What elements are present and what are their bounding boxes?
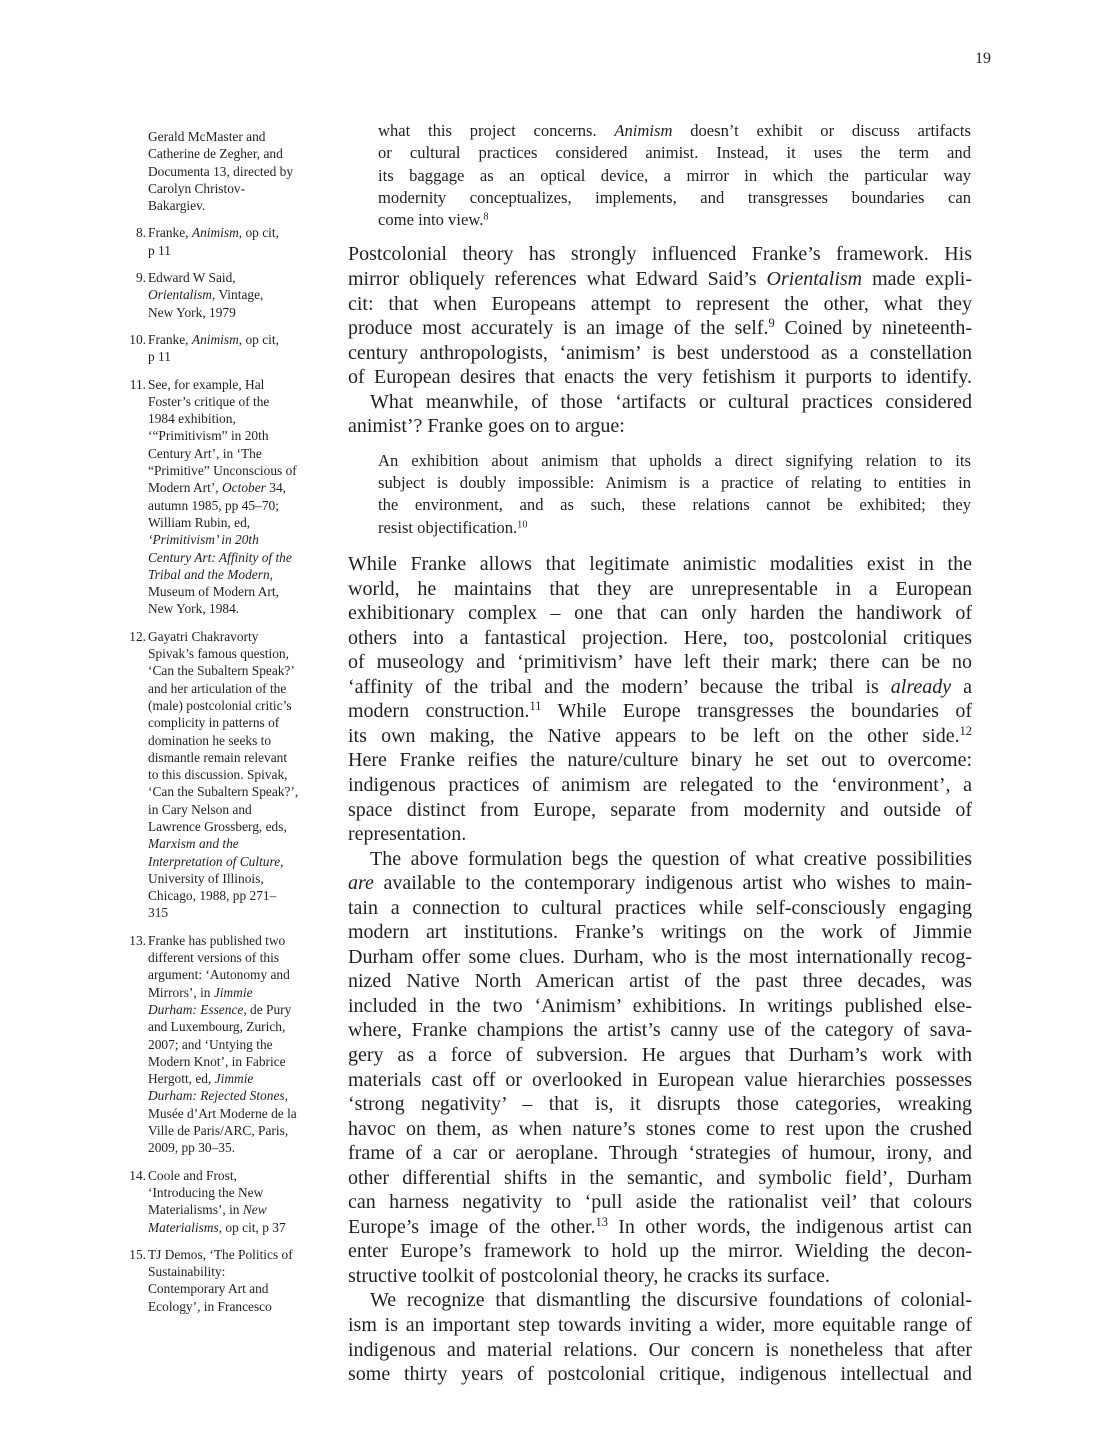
text-line [148,1001,330,1018]
endnote-number: 11. [129,376,146,392]
text-line [148,932,330,949]
text-line [148,304,330,321]
text-line [148,376,330,393]
text-run: Contemporary Art and [148,1281,269,1297]
italic-text: Jimmie [214,1071,254,1087]
text-line [348,577,972,602]
text-line [148,984,330,1001]
text-line [348,242,972,267]
text-line [348,1092,972,1117]
text-line [148,566,330,583]
text-line [378,494,971,516]
italic-text: Orientalism [148,287,212,303]
text-run: produce most accurately is an image of the self. [348,317,769,340]
text-line [148,180,330,197]
text-run: Coined by nineteenth- [774,317,973,340]
text-run: (male) postcolonial critic’s [148,697,292,713]
text-line [148,680,330,697]
text-line [348,896,972,921]
text-line [148,1036,330,1053]
text-run: complicity in patterns of [148,715,280,731]
text-run: of European desires that enacts the very fetishism it purports to identify. [348,366,972,389]
block-quote-exhibition [378,450,971,539]
endnote-number: 15. [129,1246,146,1262]
text-run: Documenta 13, directed by [148,163,294,179]
text-line [148,145,330,162]
text-run: Ville de Paris/ARC, Paris, [148,1123,289,1139]
footnote-reference: 10 [517,519,528,531]
text-run: the environment, and as such, these relations cannot be exhibited; they [378,495,971,515]
text-line [148,462,330,479]
text-run: Materialisms’, in [148,1202,243,1218]
text-run: Franke has published two [148,932,286,948]
text-line [348,920,972,945]
text-line [348,1166,972,1191]
text-run: other differential shifts in the semantic, and symbolic field’, Durham [348,1166,972,1189]
text-run: world, he maintains that they are unrepresentable in a European [348,577,972,600]
italic-text: October [222,480,266,496]
text-line [148,1280,330,1297]
text-run: Franke, [148,331,192,347]
text-run: where, Franke champions the artist’s canny use of the category of sava- [348,1019,972,1042]
italic-text: ‘Primitivism’ in 20th [148,532,259,548]
text-run: subject is doubly impossible: Animism is a practice of relating to entities in [378,473,971,493]
text-line [348,341,972,366]
text-run: its baggage as an optical device, a mirror in which the particular way [378,165,971,185]
text-line [378,472,971,494]
text-line [148,1167,330,1184]
italic-text: Tribal and the Modern [148,566,270,582]
text-run: Foster’s critique of the [148,393,270,409]
text-run: , op cit, [238,331,279,347]
text-run: ism is an important step towards inviting a wider, more equitable range of [348,1314,972,1336]
text-run: p 11 [148,349,171,365]
text-line [148,1105,330,1122]
text-line [148,904,330,921]
text-run: and Luxembourg, Zurich, [148,1019,286,1035]
text-line [148,1246,330,1263]
text-line [378,517,971,539]
text-run: Franke, [148,225,192,241]
text-run: doesn’t exhibit or discuss artifacts [672,121,971,140]
text-run: , op cit, [238,225,279,241]
text-line [148,1018,330,1035]
text-line [348,1141,972,1166]
text-line [348,601,972,626]
text-line [378,165,971,187]
text-line [148,445,330,462]
text-run: Here Franke reifies the nature/culture binary he set out to overcome: [348,749,972,772]
endnote-number: 13. [129,932,146,948]
text-line [348,552,972,577]
text-line [148,1219,330,1236]
text-line [348,1338,972,1363]
text-run: Hergott, ed, [148,1071,215,1087]
text-run: “Primitive” Unconscious of [148,463,297,479]
text-run: Lawrence Grossberg, eds, [148,818,287,834]
text-run: structive toolkit of postcolonial theory, he cracks its surface. [348,1264,830,1287]
text-line [148,348,330,365]
text-line [148,766,330,783]
footnote-reference: 12 [959,724,972,739]
text-run: University of Illinois, [148,870,264,886]
italic-text: Century Art: Affinity of the [148,549,292,565]
text-line [348,414,972,439]
text-run: nized Native North American artist of the past three decades, was [348,970,972,993]
text-line [148,197,330,214]
text-run: others into a fantastical projection. Here, too, postcolonial critiques [348,626,972,649]
text-run: Bakargiev. [148,198,206,214]
text-line [148,497,330,514]
text-line [378,142,971,164]
text-run: of museology and ‘primitivism’ have left their mark; there can be no [348,651,972,674]
text-run: and her articulation of the [148,680,287,696]
endnote [130,269,330,321]
text-run: ‘Introducing the New [148,1184,264,1200]
text-run: , de Pury [243,1001,292,1017]
text-line [348,748,972,773]
text-run: cit: that when Europeans attempt to represent the other, what they [348,292,972,315]
text-run: New York, 1979 [148,304,236,320]
text-run: p 11 [148,242,171,258]
footnote-reference: 9 [768,316,775,331]
text-run: dismantle remain relevant [148,749,288,765]
italic-text: Animism [614,121,673,140]
text-line [148,600,330,617]
text-line [148,714,330,731]
text-run: What meanwhile, of those ‘artifacts or cultural practices considered [370,390,972,413]
text-line [148,949,330,966]
endnote [130,628,330,922]
footnote-reference: 8 [483,211,489,223]
text-line [348,969,972,994]
text-line [348,1190,972,1215]
italic-text: Marxism and the [148,836,239,852]
text-run: ‘affinity of the tribal and the modern’ because the tribal is [348,675,891,698]
italic-text: New [242,1202,267,1218]
text-line [348,365,972,390]
text-run: available to the contemporary indigenous artist who wishes to main- [373,872,972,895]
text-run: ‘“Primitivism” in 20th [148,428,269,444]
text-run: what this project concerns. [378,121,615,140]
text-run: 34, [265,480,286,496]
text-run: Modern Knot’, in Fabrice [148,1053,286,1069]
text-line [148,410,330,427]
text-run: , [280,853,284,869]
text-run: modernity conceptualizes, implements, and transgresses boundaries can [378,187,971,207]
text-run: indigenous and material relations. Our concern is nonetheless that after [348,1338,972,1361]
text-run: can harness negativity to ‘pull aside the rationalist veil’ that colours [348,1191,972,1214]
italic-text: already [890,675,952,698]
text-run: its own making, the Native appears to be left on the other side. [348,724,960,747]
text-line [148,853,330,870]
text-run: modern art institutions. Franke’s writings on the work of Jimmie [348,921,972,944]
text-run: materials cast off or overlooked in European value hierarchies possesses [348,1068,972,1091]
text-line [378,209,971,231]
endnote [130,376,330,618]
text-line [148,242,330,259]
text-run: gery as a force of subversion. He argues that Durham’s work with [348,1043,972,1066]
text-run: mirror obliquely references what Edward Said’s [348,268,767,291]
text-run: Edward W Said, [148,270,236,286]
text-line [148,269,330,286]
text-line [148,749,330,766]
italic-text: Materialisms [148,1219,219,1235]
text-run: Gerald McMaster and [148,129,266,144]
text-run: William Rubin, ed, [148,514,251,530]
text-run: animist’? Franke goes on to argue: [348,415,625,438]
text-line [348,1264,972,1289]
text-line [348,822,972,847]
text-run: century anthropologists, ‘animism’ is best understood as a constellation [348,341,972,364]
text-line [348,1215,972,1240]
text-line [348,724,972,749]
text-line [148,224,330,241]
text-line [148,835,330,852]
text-line [348,798,972,823]
text-run: , Vintage, [211,287,264,303]
text-run: Carolyn Christov- [148,180,246,196]
text-run: or cultural practices considered animist. Instead, it uses the term and [378,143,971,163]
text-line [348,1018,972,1043]
endnote-number: 9. [135,270,146,286]
text-line [148,783,330,800]
text-line [148,818,330,835]
endnote [130,1167,330,1236]
endnote [130,932,330,1157]
text-run: Postcolonial theory has strongly influenced Franke’s framework. His [348,243,972,266]
text-run: We recognize that dismantling the discursive foundations of colonial- [370,1289,972,1312]
text-line [148,393,330,410]
text-line [148,128,330,145]
text-run: See, for example, Hal [148,376,265,392]
italic-text: Interpretation of Culture [148,853,281,869]
endnote [130,1246,330,1315]
text-run: enter Europe’s framework to hold up the mirror. Wielding the decon- [348,1240,972,1263]
text-line [148,732,330,749]
main-text-column [348,120,972,1387]
text-run: Museum of Modern Art, [148,584,279,600]
text-run: argument: ‘Autonomy and [148,967,290,983]
paragraph-postcolonial-theory [348,242,972,438]
text-line [148,286,330,303]
text-line [348,945,972,970]
footnote-reference: 13 [595,1215,608,1229]
text-line [148,1087,330,1104]
text-line [348,390,972,415]
text-run: modern construction. [348,700,530,723]
text-line [148,163,330,180]
text-run: 2007; and ‘Untying the [148,1036,273,1052]
text-line [148,887,330,904]
text-run: 2009, pp 30–35. [148,1140,236,1156]
text-run: TJ Demos, ‘The Politics of [148,1246,293,1262]
text-run: exhibitionary complex – one that can only harden the handiwork of [348,602,972,625]
paragraph-franke-durham [348,552,972,1387]
text-line [148,531,330,548]
page-number: 19 [975,50,991,67]
endnote [130,128,330,214]
text-run: Musée d’Art Moderne de la [148,1105,297,1121]
text-line [348,316,972,341]
text-run: tain a connection to cultural practices while self-consciously engaging [348,896,972,919]
text-run: Spivak’s famous question, [148,646,289,662]
endnotes-sidebar [130,128,330,1325]
footnote-reference: 11 [529,699,542,714]
text-line [348,699,972,724]
text-line [348,292,972,317]
italic-text: Durham: Rejected Stones [148,1088,285,1104]
text-line [148,870,330,887]
text-run: The above formulation begs the question of what creative possibilities [370,847,972,870]
endnote-number: 14. [129,1167,146,1183]
text-line [378,120,971,142]
text-line [348,626,972,651]
text-line [348,994,972,1019]
italic-text: are [348,872,374,895]
text-line [148,1298,330,1315]
text-line [148,1201,330,1218]
text-line [148,1122,330,1139]
text-run: representation. [348,823,467,846]
text-run: frame of a car or aeroplane. Through ‘strategies of humour, irony, and [348,1142,972,1165]
text-run: , op cit, p 37 [218,1219,286,1235]
text-run: in Cary Nelson and [148,801,252,817]
text-line [148,583,330,600]
text-run: New York, 1984. [148,601,240,617]
text-line [348,871,972,896]
text-line [148,549,330,566]
text-run: Chicago, 1988, pp 271– [148,888,277,904]
endnote [130,224,330,259]
text-run: autumn 1985, pp 45–70; [148,497,279,513]
text-run: ‘Can the Subaltern Speak?’, [148,784,299,800]
text-line [148,1184,330,1201]
text-run: ‘strong negativity’ – that is, it disrupts those categories, wreaking [348,1093,972,1116]
endnote [130,331,330,366]
text-line [378,187,971,209]
italic-text: Durham: Essence [148,1001,244,1017]
text-run: included in the two ‘Animism’ exhibitions. In writings published else- [348,994,972,1017]
text-line [148,479,330,496]
text-line [148,1070,330,1087]
text-line [148,1139,330,1156]
text-run: Mirrors’, in [148,984,214,1000]
text-run: 315 [148,905,169,921]
text-line [378,450,971,472]
endnote-number: 12. [129,628,146,644]
endnote-number: 8. [135,225,146,241]
text-run: some thirty years of postcolonial critique, indigenous intellectual and [348,1363,972,1386]
text-line [348,1068,972,1093]
text-line [348,1288,972,1313]
text-line [348,650,972,675]
text-line [148,662,330,679]
text-run: different versions of this [148,950,280,966]
text-run: Modern Art’, [148,480,223,496]
text-run: Coole and Frost, [148,1167,237,1183]
text-run: Century Art’, in ‘The [148,445,262,461]
text-run: , [284,1088,288,1104]
text-line [348,1043,972,1068]
text-line [348,1362,972,1387]
text-line [148,514,330,531]
text-line [148,645,330,662]
italic-text: Orientalism [766,268,863,291]
text-line [348,847,972,872]
text-line [148,697,330,714]
text-line [348,675,972,700]
text-line [348,773,972,798]
italic-text: Animism [191,225,239,241]
text-run: An exhibition about animism that upholds a direct signifying relation to its [378,450,971,470]
italic-text: Jimmie [213,984,253,1000]
text-run: While Europe transgresses the boundaries of [541,700,973,723]
text-line [348,267,972,292]
text-run: domination he seeks to [148,732,272,748]
text-run: Ecology’, in Francesco [148,1298,272,1314]
text-run: to this discussion. Spivak, [148,767,288,783]
endnote-number: 10. [129,331,146,347]
text-line [148,427,330,444]
text-run: , [269,566,273,582]
text-run: Sustainability: [148,1264,226,1280]
text-line [148,1053,330,1070]
text-line [148,331,330,348]
text-line [148,966,330,983]
text-line [348,1117,972,1142]
text-run: ‘Can the Subaltern Speak?’ [148,663,295,679]
text-run: Catherine de Zegher, and [148,146,283,162]
text-run: made expli- [862,268,972,291]
text-run: space distinct from Europe, separate from modernity and outside of [348,798,972,821]
text-run: While Franke allows that legitimate animistic modalities exist in the [348,553,972,576]
text-line [148,1263,330,1280]
text-line [148,801,330,818]
text-run: Europe’s image of the other. [348,1215,596,1238]
text-run: resist objectification. [378,517,518,537]
block-quote-animism [378,120,971,231]
text-run: 1984 exhibition, [148,411,236,427]
italic-text: Animism [191,331,239,347]
text-run: a [951,675,972,698]
text-line [348,1313,972,1338]
text-line [348,1239,972,1264]
text-run: indigenous practices of animism are relegated to the ‘environment’, a [348,773,972,796]
text-run: Durham offer some clues. Durham, who is the most internationally recog- [348,945,972,968]
text-run: havoc on them, as when nature’s stones come to rest upon the crushed [348,1117,972,1140]
text-run: Gayatri Chakravorty [148,628,259,644]
text-line [148,628,330,645]
text-run: In other words, the indigenous artist can [607,1215,973,1238]
text-run: come into view. [378,210,484,230]
